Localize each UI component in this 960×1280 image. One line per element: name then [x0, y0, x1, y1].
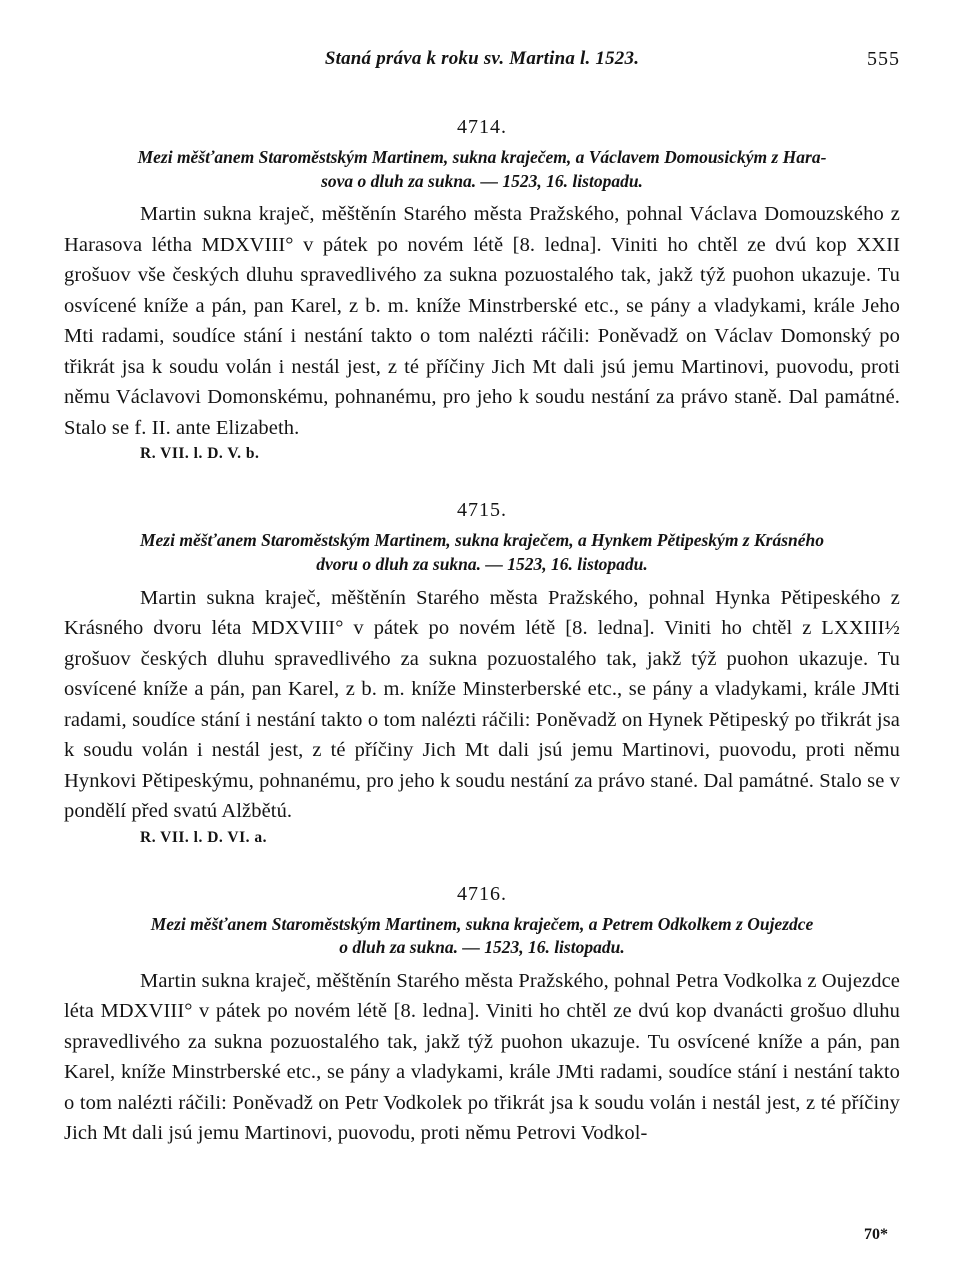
entry-heading	[64, 913, 900, 960]
entry-heading-line: dvoru o dluh za sukna. — 1523, 16. listopadu.	[316, 553, 648, 574]
entry-heading-line: Mezi měšťanem Staroměstským Martinem, sukna kraječem, a Hynkem Pětipeským z Krásného	[139, 530, 825, 551]
running-title: Staná práva k roku sv. Martina l. 1523.	[324, 48, 640, 69]
entry-4715	[64, 497, 900, 846]
page-number: 555	[867, 48, 900, 70]
entry-body: Martin sukna kraječ, měštěnín Starého města Pražského, pohnal Petra Vodkolka z Oujezdce léta MDXVIII° v pátek po novém létě [8. ledna]. Viniti ho chtěl ze dvú kop dvanácti grošuo dluhu spravedlivého za sukna pozuostalého tak, jakž týž puohon ukazuje. Tu osvícené kníže a pán, pan Karel, kníže Minstrberské etc., se pány a vladykami, krále JMti radami, soudíce stání i nestání takto o tom nalézti ráčili: Poněvadž on Petr Vodkolek po třikrát jsa k soudu volán i nestál jest, z té příčiny Jich Mt dali jsú jemu Martinovi, puovodu, proti němu Petrovi Vodkol-	[64, 969, 900, 1145]
entry-heading-line: Mezi měšťanem Staroměstským Martinem, sukna kraječem, a Petrem Odkolkem z Oujezdce	[150, 913, 814, 934]
entry-number: 4714.	[457, 116, 507, 138]
entry-heading	[64, 146, 900, 193]
signature-mark: 70*	[864, 1226, 888, 1243]
entry-body: Martin sukna kraječ, měštěnín Starého města Pražského, pohnal Václava Domouzského z Harasova létha MDXVIII° v pátek po novém létě [8. ledna]. Viniti ho chtěl ze dvú kop XXII grošuov vše českých dluhu spravedlivého za sukna pozuostalého tak, jakž týž puohon ukazuje. Tu osvícené kníže a pán, pan Karel, z b. m. kníže Minstrberské etc., se pány a vladykami, krále Jeho Mti radami, soudíce stání i nestání takto o tom nalézti ráčili: Poněvadž on Václav Domonský po třikrát jsa k soudu volán i nestál jest, z té příčiny Jich Mt dali jsú jemu Martinovi, puovodu, proti němu Václavovi Domonskému, pohnanému, pro jeho k soudu nestání za právo staně. Dal památné. Stalo se f. II. ante Elizabeth.	[64, 203, 900, 439]
archival-signature: R. VII. l. D. VI. a.	[140, 828, 267, 846]
entry-heading	[64, 529, 900, 576]
entry-4714	[64, 114, 900, 463]
document-page	[64, 48, 900, 1149]
entry-4716	[64, 881, 900, 1149]
entry-heading-line: Mezi měšťanem Staroměstským Martinem, sukna kraječem, a Václavem Domousickým z Hara-	[137, 147, 827, 167]
entry-heading-line: sova o dluh za sukna. — 1523, 16. listopadu.	[321, 170, 643, 191]
running-head	[64, 48, 900, 80]
entry-body: Martin sukna kraječ, měštěnín Starého města Pražského, pohnal Hynka Pětipeského z Krásného dvoru léta MDXVIII° v pátek po novém létě [8. ledna]. Viniti ho chtěl z LXXIII½ grošuov českých dluhu spravedlivého za sukna pozuostalého tak, jakž týž puohon ukazuje. Tu osvícené kníže a pán, pan Karel, z b. m. kníže Minsterberské etc., se pány a vladykami, krále JMti radami, soudíce stání i nestání takto o tom nalézti ráčili: Poněvadž on Hynek Pětipeský po třikrát jsa k soudu volán i nestál jest, z té příčiny Jich Mt dali jsú jemu Martinovi, puovodu, proti němu Hynkovi Pětipeskýmu, pohnanému, pro jeho k soudu nestání za právo stané. Dal památné. Stalo se v pondělí před svatú Alžbětú.	[64, 586, 900, 822]
entry-number: 4715.	[457, 499, 507, 522]
entry-heading-line: o dluh za sukna. — 1523, 16. listopadu.	[339, 937, 625, 958]
archival-signature: R. VII. l. D. V. b.	[140, 445, 260, 463]
entry-number: 4716.	[457, 882, 507, 905]
